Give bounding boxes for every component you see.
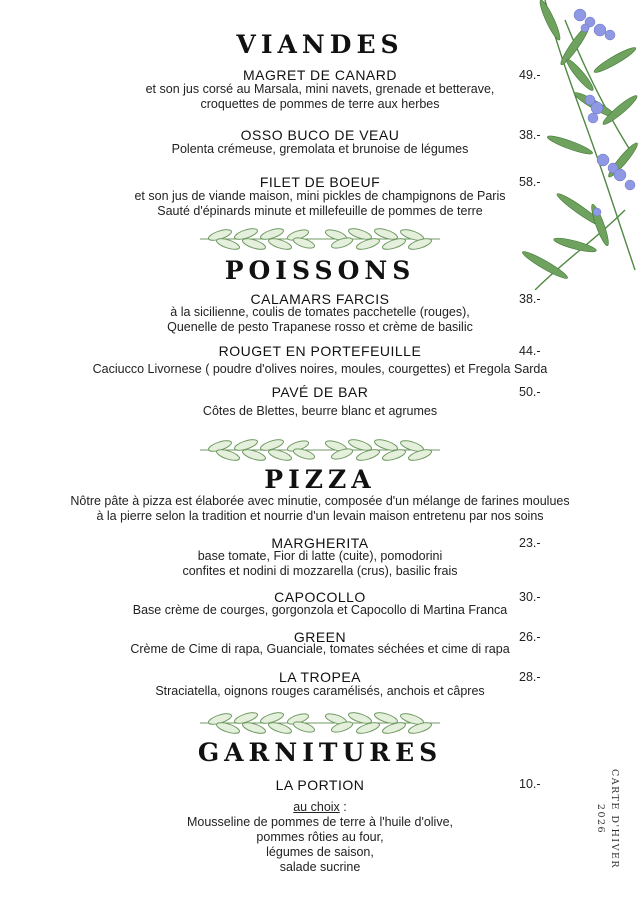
- dish-price: 30.-: [519, 590, 541, 604]
- choice-heading: au choix :: [293, 800, 347, 814]
- dish-price: 44.-: [519, 344, 541, 358]
- section-title-poissons: POISSONS: [224, 256, 416, 285]
- dish-price: 38.-: [519, 292, 541, 306]
- dish-description: Base crème de courges, gorgonzola et Capocollo di Martina Franca: [132, 603, 508, 617]
- dish-price: 38.-: [519, 128, 541, 142]
- dish-name: LA PORTION: [275, 777, 365, 793]
- dish-name: MARGHERITA: [271, 535, 369, 551]
- dish-description: et son jus corsé au Marsala, mini navets, grenade et betterave, croquettes de pommes de terre aux herbes: [145, 82, 495, 111]
- laurel-divider-icon: [198, 710, 442, 736]
- dish-description: Polenta crémeuse, gremolata et brunoise de légumes: [171, 142, 469, 156]
- side-label: CARTE D'HIVER 2026: [595, 768, 620, 870]
- dish-description: Straciatella, oignons rouges caramélisés, anchois et câpres: [155, 684, 485, 698]
- dish-description: base tomate, Fior di latte (cuite), pomodorini confites et nodini di mozzarella (crus), basilic frais: [182, 549, 458, 578]
- dish-price: 50.-: [519, 385, 541, 399]
- garniture-choices: au choix : Mousseline de pommes de terre à l'huile d'olive, pommes rôties au four, légumes de saison, salade sucrine: [0, 800, 640, 875]
- dish-price: 26.-: [519, 630, 541, 644]
- dish-price: 58.-: [519, 175, 541, 189]
- laurel-divider-icon: [198, 226, 442, 252]
- dish-name: ROUGET EN PORTEFEUILLE: [218, 343, 422, 359]
- dish-description: Crème de Cime di rapa, Guanciale, tomates séchées et cime di rapa: [130, 642, 510, 656]
- section-title-pizza: PIZZA: [264, 465, 376, 494]
- dish-name: GREEN: [293, 629, 347, 645]
- section-title-viandes: VIANDES: [236, 30, 404, 59]
- dish-name: CAPOCOLLO: [274, 589, 366, 605]
- dish-description: et son jus de viande maison, mini pickles de champignons de Paris Sauté d'épinards minute et millefeuille de pommes de terre: [134, 189, 506, 218]
- dish-name: FILET DE BOEUF: [259, 174, 381, 190]
- section-title-garnitures: GARNITURES: [197, 738, 443, 767]
- dish-name: CALAMARS FARCIS: [250, 291, 390, 307]
- dish-description: Côtes de Blettes, beurre blanc et agrumes: [202, 404, 438, 418]
- dish-name: LA TROPEA: [278, 669, 362, 685]
- dish-description: à la sicilienne, coulis de tomates pacchetelle (rouges), Quenelle de pesto Trapanese rosso et crème de basilic: [167, 305, 473, 334]
- dish-description: Caciucco Livornese ( poudre d'olives noires, moules, courgettes) et Fregola Sarda: [92, 362, 548, 376]
- dish-price: 23.-: [519, 536, 541, 550]
- laurel-divider-icon: [198, 437, 442, 463]
- dish-name: MAGRET DE CANARD: [243, 67, 397, 83]
- dish-price: 49.-: [519, 68, 541, 82]
- pizza-intro: Nôtre pâte à pizza est élaborée avec minutie, composée d'un mélange de farines moulues à la pierre selon la tradition et nourrie d'un levain maison entretenu par nos soins: [70, 494, 570, 523]
- dish-name: PAVÉ DE BAR: [271, 384, 369, 400]
- dish-price: 10.-: [519, 777, 541, 791]
- dish-price: 28.-: [519, 670, 541, 684]
- dish-name: OSSO BUCO DE VEAU: [240, 127, 400, 143]
